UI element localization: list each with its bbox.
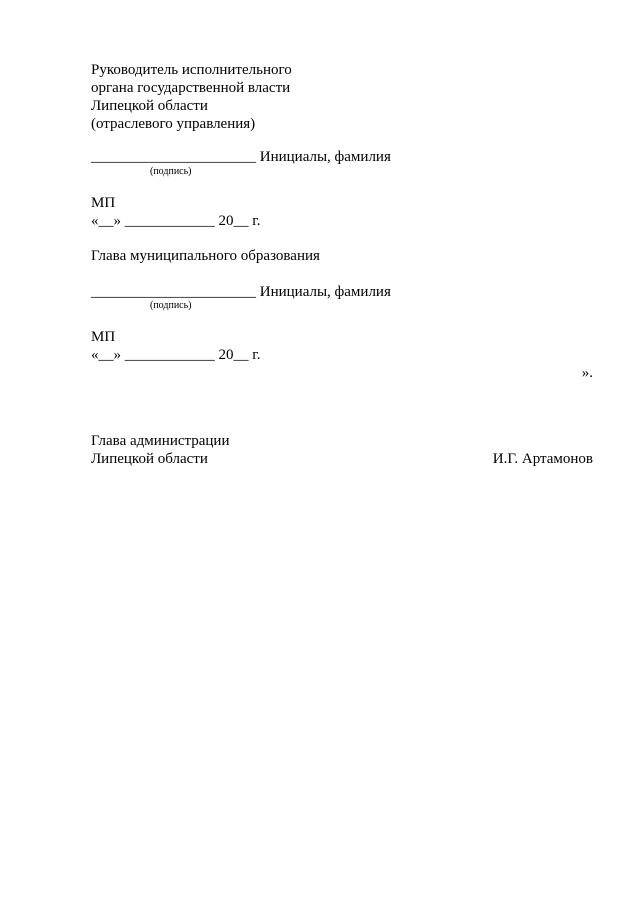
block1-title-line-2: органа государственной власти xyxy=(91,80,291,96)
block1-title-line-1: Руководитель исполнительного xyxy=(91,62,292,78)
footer-position-line-2: Липецкой области xyxy=(91,451,208,467)
closing-quote-mark: ». xyxy=(581,365,593,381)
block1-seal: МП xyxy=(91,195,116,211)
block1-signature-line: ______________________ Инициалы, фамилия xyxy=(91,149,391,165)
block2-seal: МП xyxy=(91,329,116,345)
block2-signature-caption: (подпись) xyxy=(150,300,192,311)
footer-signatory-name: И.Г. Артамонов xyxy=(492,451,593,467)
block2-date-line: «__» ____________ 20__ г. xyxy=(91,347,261,363)
block1-title-line-3: Липецкой области xyxy=(91,98,208,114)
block1-signature-caption: (подпись) xyxy=(150,166,192,177)
block2-title: Глава муниципального образования xyxy=(91,248,320,264)
block2-signature-line: ______________________ Инициалы, фамилия xyxy=(91,284,391,300)
footer-position-line-1: Глава администрации xyxy=(91,433,230,449)
block1-date-line: «__» ____________ 20__ г. xyxy=(91,213,261,229)
block1-title-line-4: (отраслевого управления) xyxy=(91,116,256,132)
